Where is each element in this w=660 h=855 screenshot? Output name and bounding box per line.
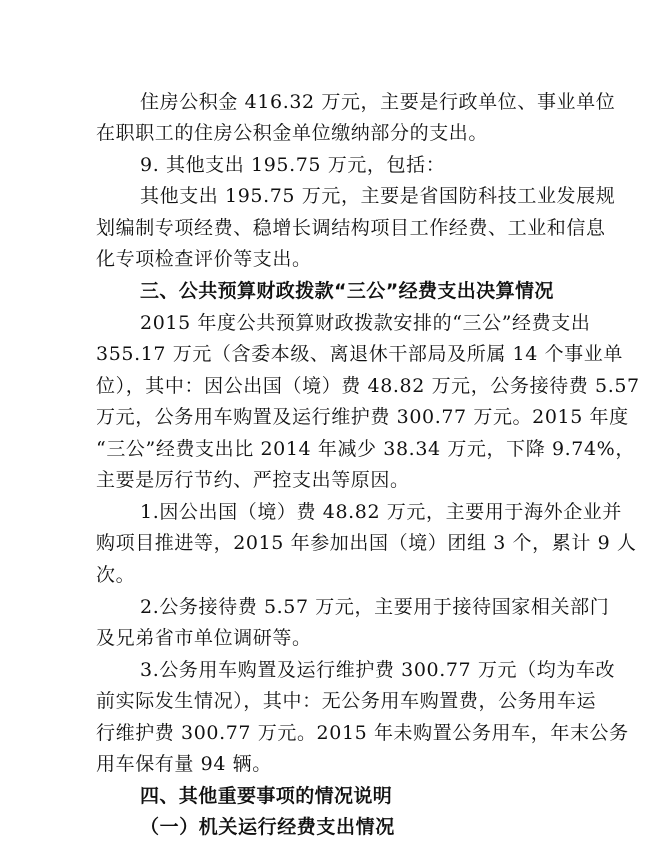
text-line: 3.公务用车购置及运行维护费 300.77 万元（均为车改 bbox=[140, 658, 616, 681]
text-line: 住房公积金 416.32 万元，主要是行政单位、事业单位 bbox=[140, 90, 616, 113]
text-line: 2015 年度公共预算财政拨款安排的“三公”经费支出 bbox=[140, 311, 591, 334]
text-line: 及兄弟省市单位调研等。 bbox=[96, 627, 312, 650]
text-line: 行维护费 300.77 万元。2015 年未购置公务用车，年末公务 bbox=[96, 721, 629, 744]
text-line: 划编制专项经费、稳增长调结构项目工作经费、工业和信息 bbox=[96, 216, 606, 239]
text-line: 用车保有量 94 辆。 bbox=[96, 753, 272, 776]
text-line: 其他支出 195.75 万元，主要是省国防科技工业发展规 bbox=[140, 185, 616, 208]
text-line: 主要是厉行节约、严控支出等原因。 bbox=[96, 469, 410, 492]
section-heading: 四、其他重要事项的情况说明 bbox=[140, 784, 393, 807]
subsection-heading: （一）机关运行经费支出情况 bbox=[140, 816, 395, 839]
text-line: “三公”经费支出比 2014 年减少 38.34 万元，下降 9.74%， bbox=[96, 437, 635, 460]
section-heading: 三、公共预算财政拨款“三公”经费支出决算情况 bbox=[140, 280, 554, 303]
text-line: 9. 其他支出 195.75 万元，包括： bbox=[140, 153, 446, 176]
text-line: 2.公务接待费 5.57 万元，主要用于接待国家相关部门 bbox=[140, 595, 610, 618]
text-line: 次。 bbox=[96, 563, 136, 586]
text-line: 355.17 万元（含委本级、离退休干部局及所属 14 个事业单 bbox=[96, 343, 623, 366]
text-line: 前实际发生情况），其中：无公务用车购置费，公务用车运 bbox=[96, 690, 597, 713]
text-line: 位），其中：因公出国（境）费 48.82 万元，公务接待费 5.57 bbox=[96, 374, 640, 397]
text-line: 1.因公出国（境）费 48.82 万元，主要用于海外企业并 bbox=[140, 500, 623, 523]
text-line: 化专项检查评价等支出。 bbox=[96, 248, 312, 271]
text-line: 万元，公务用车购置及运行维护费 300.77 万元。2015 年度 bbox=[96, 406, 629, 429]
text-line: 购项目推进等，2015 年参加出国（境）团组 3 个，累计 9 人 bbox=[96, 532, 637, 555]
text-line: 在职职工的住房公积金单位缴纳部分的支出。 bbox=[96, 122, 489, 145]
